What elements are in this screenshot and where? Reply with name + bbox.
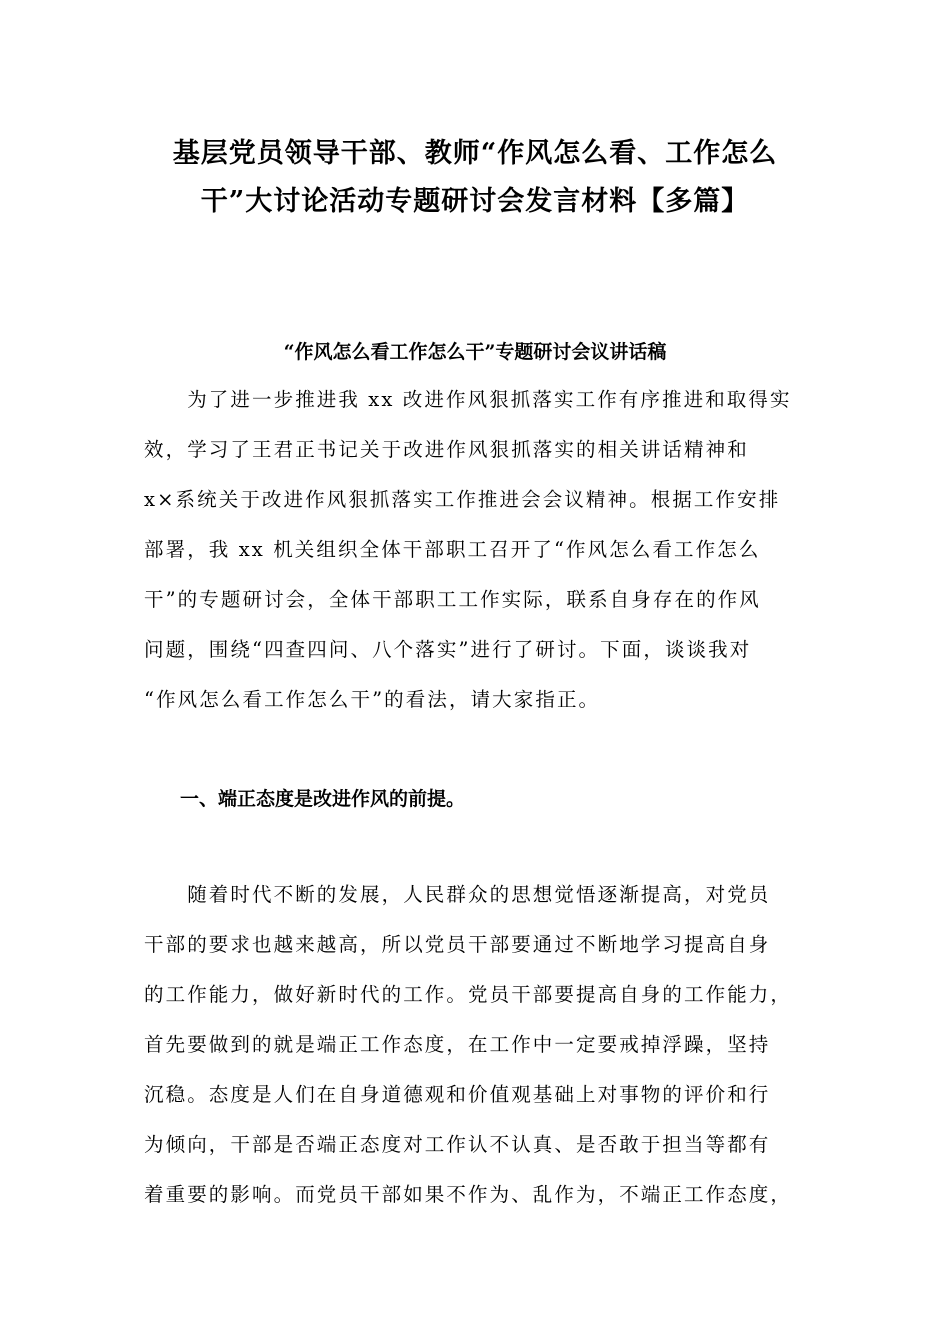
paragraph-attitude: [144, 870, 812, 1220]
paragraph-intro: [144, 375, 812, 725]
document-title-line: 基层党员领导干部、教师“作风怎么看、工作怎么: [172, 138, 778, 169]
subheading-one: 一、端正态度是改进作风的前提。: [180, 788, 466, 810]
paragraph-line: 的工作能力，做好新时代的工作。党员干部要提高自身的工作能力，: [144, 983, 793, 1006]
paragraph-line: 效，学习了王君正书记关于改进作风狠抓落实的相关讲话精神和: [144, 438, 749, 461]
paragraph-line: 为倾向，干部是否端正态度对工作认不认真、是否敢于担当等都有: [144, 1133, 771, 1156]
paragraph-line: 随着时代不断的发展，人民群众的思想觉悟逐渐提高，对党员: [144, 883, 771, 906]
paragraph-line: 为了进一步推进我 xx 改进作风狠抓落实工作有序推进和取得实: [144, 388, 792, 411]
paragraph-line: x×系统关于改进作风狠抓落实工作推进会会议精神。根据工作安排: [144, 488, 781, 511]
paragraph-line: 问题，围绕“四查四问、八个落实”进行了研讨。下面，谈谈我对: [144, 638, 752, 661]
paragraph-line: 沉稳。态度是人们在自身道德观和价值观基础上对事物的评价和行: [144, 1083, 771, 1106]
paragraph-line: 部署，我 xx 机关组织全体干部职工召开了“作风怎么看工作怎么: [144, 538, 761, 561]
paragraph-line: 干部的要求也越来越高，所以党员干部要通过不断地学习提高自身: [144, 933, 771, 956]
section-heading: “作风怎么看工作怎么干”专题研讨会议讲话稿: [283, 341, 667, 363]
document-title: [130, 130, 820, 226]
paragraph-line: 首先要做到的就是端正工作态度，在工作中一定要戒掉浮躁，坚持: [144, 1033, 771, 1056]
paragraph-line: “作风怎么看工作怎么干”的看法，请大家指正。: [144, 688, 601, 711]
paragraph-line: 干”的专题研讨会，全体干部职工工作实际，联系自身存在的作风: [144, 588, 761, 611]
document-title-line: 干”大讨论活动专题研讨会发言材料【多篇】: [200, 186, 750, 217]
paragraph-line: 着重要的影响。而党员干部如果不作为、乱作为，不端正工作态度，: [144, 1183, 793, 1206]
